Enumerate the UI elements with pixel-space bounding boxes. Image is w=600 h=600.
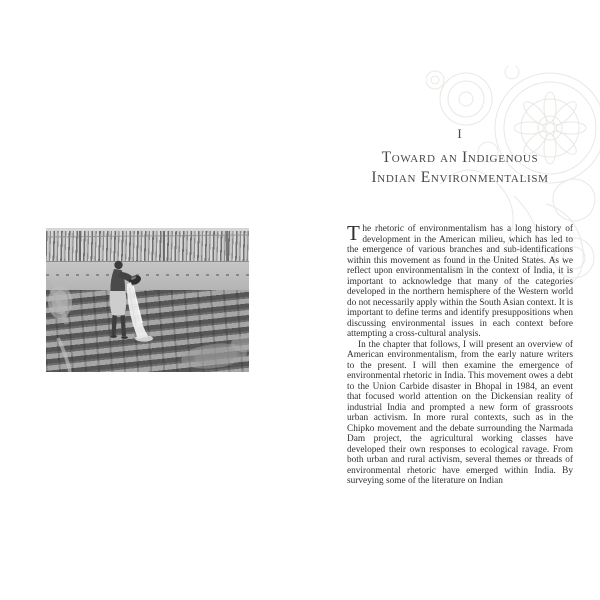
water-stream [127, 282, 153, 342]
chapter-title [347, 148, 573, 187]
body-text-column [347, 221, 573, 487]
drop-cap: T [347, 221, 360, 245]
chapter-number: I [457, 126, 463, 141]
chapter-title-line1: Toward an Indigenous [381, 149, 539, 166]
fence-rail [46, 235, 249, 237]
chapter-heading [347, 127, 573, 187]
right-page [300, 0, 600, 600]
photo-figure-layer [46, 228, 249, 372]
foreground-blur [46, 278, 249, 372]
paragraph-1 [347, 221, 573, 340]
paragraph-2: In the chapter that follows, I will present an overview of American environmentalism, from the early nature writers to the present. I will then examine the emergence of environmental rhetoric in India. This movement owes a debt to the Union Carbide disaster in Bhopal in 1984, an event that focused world attention on the Dickensian reality of industrial India and prompted a new form of grassroots urban activism. In more rural contexts, such as in the Chipko movement and the debate surrounding the Narmada Dam project, the agricultural working classes have developed their own responses to ecological ravage. From both urban and rural activism, several themes or threads of environmental rhetoric have emerged within India. By surveying some of the literature on Indian [347, 339, 573, 486]
field-photo [46, 228, 249, 372]
paragraph-1-text: he rhetoric of environmentalism has a long history of development in the American milieu, which has led to the emergence of various branches and sub-identifications within this movement as found in the United States. As we reflect upon environmentalism in the context of India, it is important to acknowledge that many of the categories developed in the northern hemisphere of the Western world do not necessarily apply within the South Asian context. It is important to define terms and identify presuppositions when discussing environmental issues in each context before attempting a cross-cultural analysis. [347, 224, 573, 339]
chapter-title-line2: Indian Environmentalism [371, 168, 549, 186]
